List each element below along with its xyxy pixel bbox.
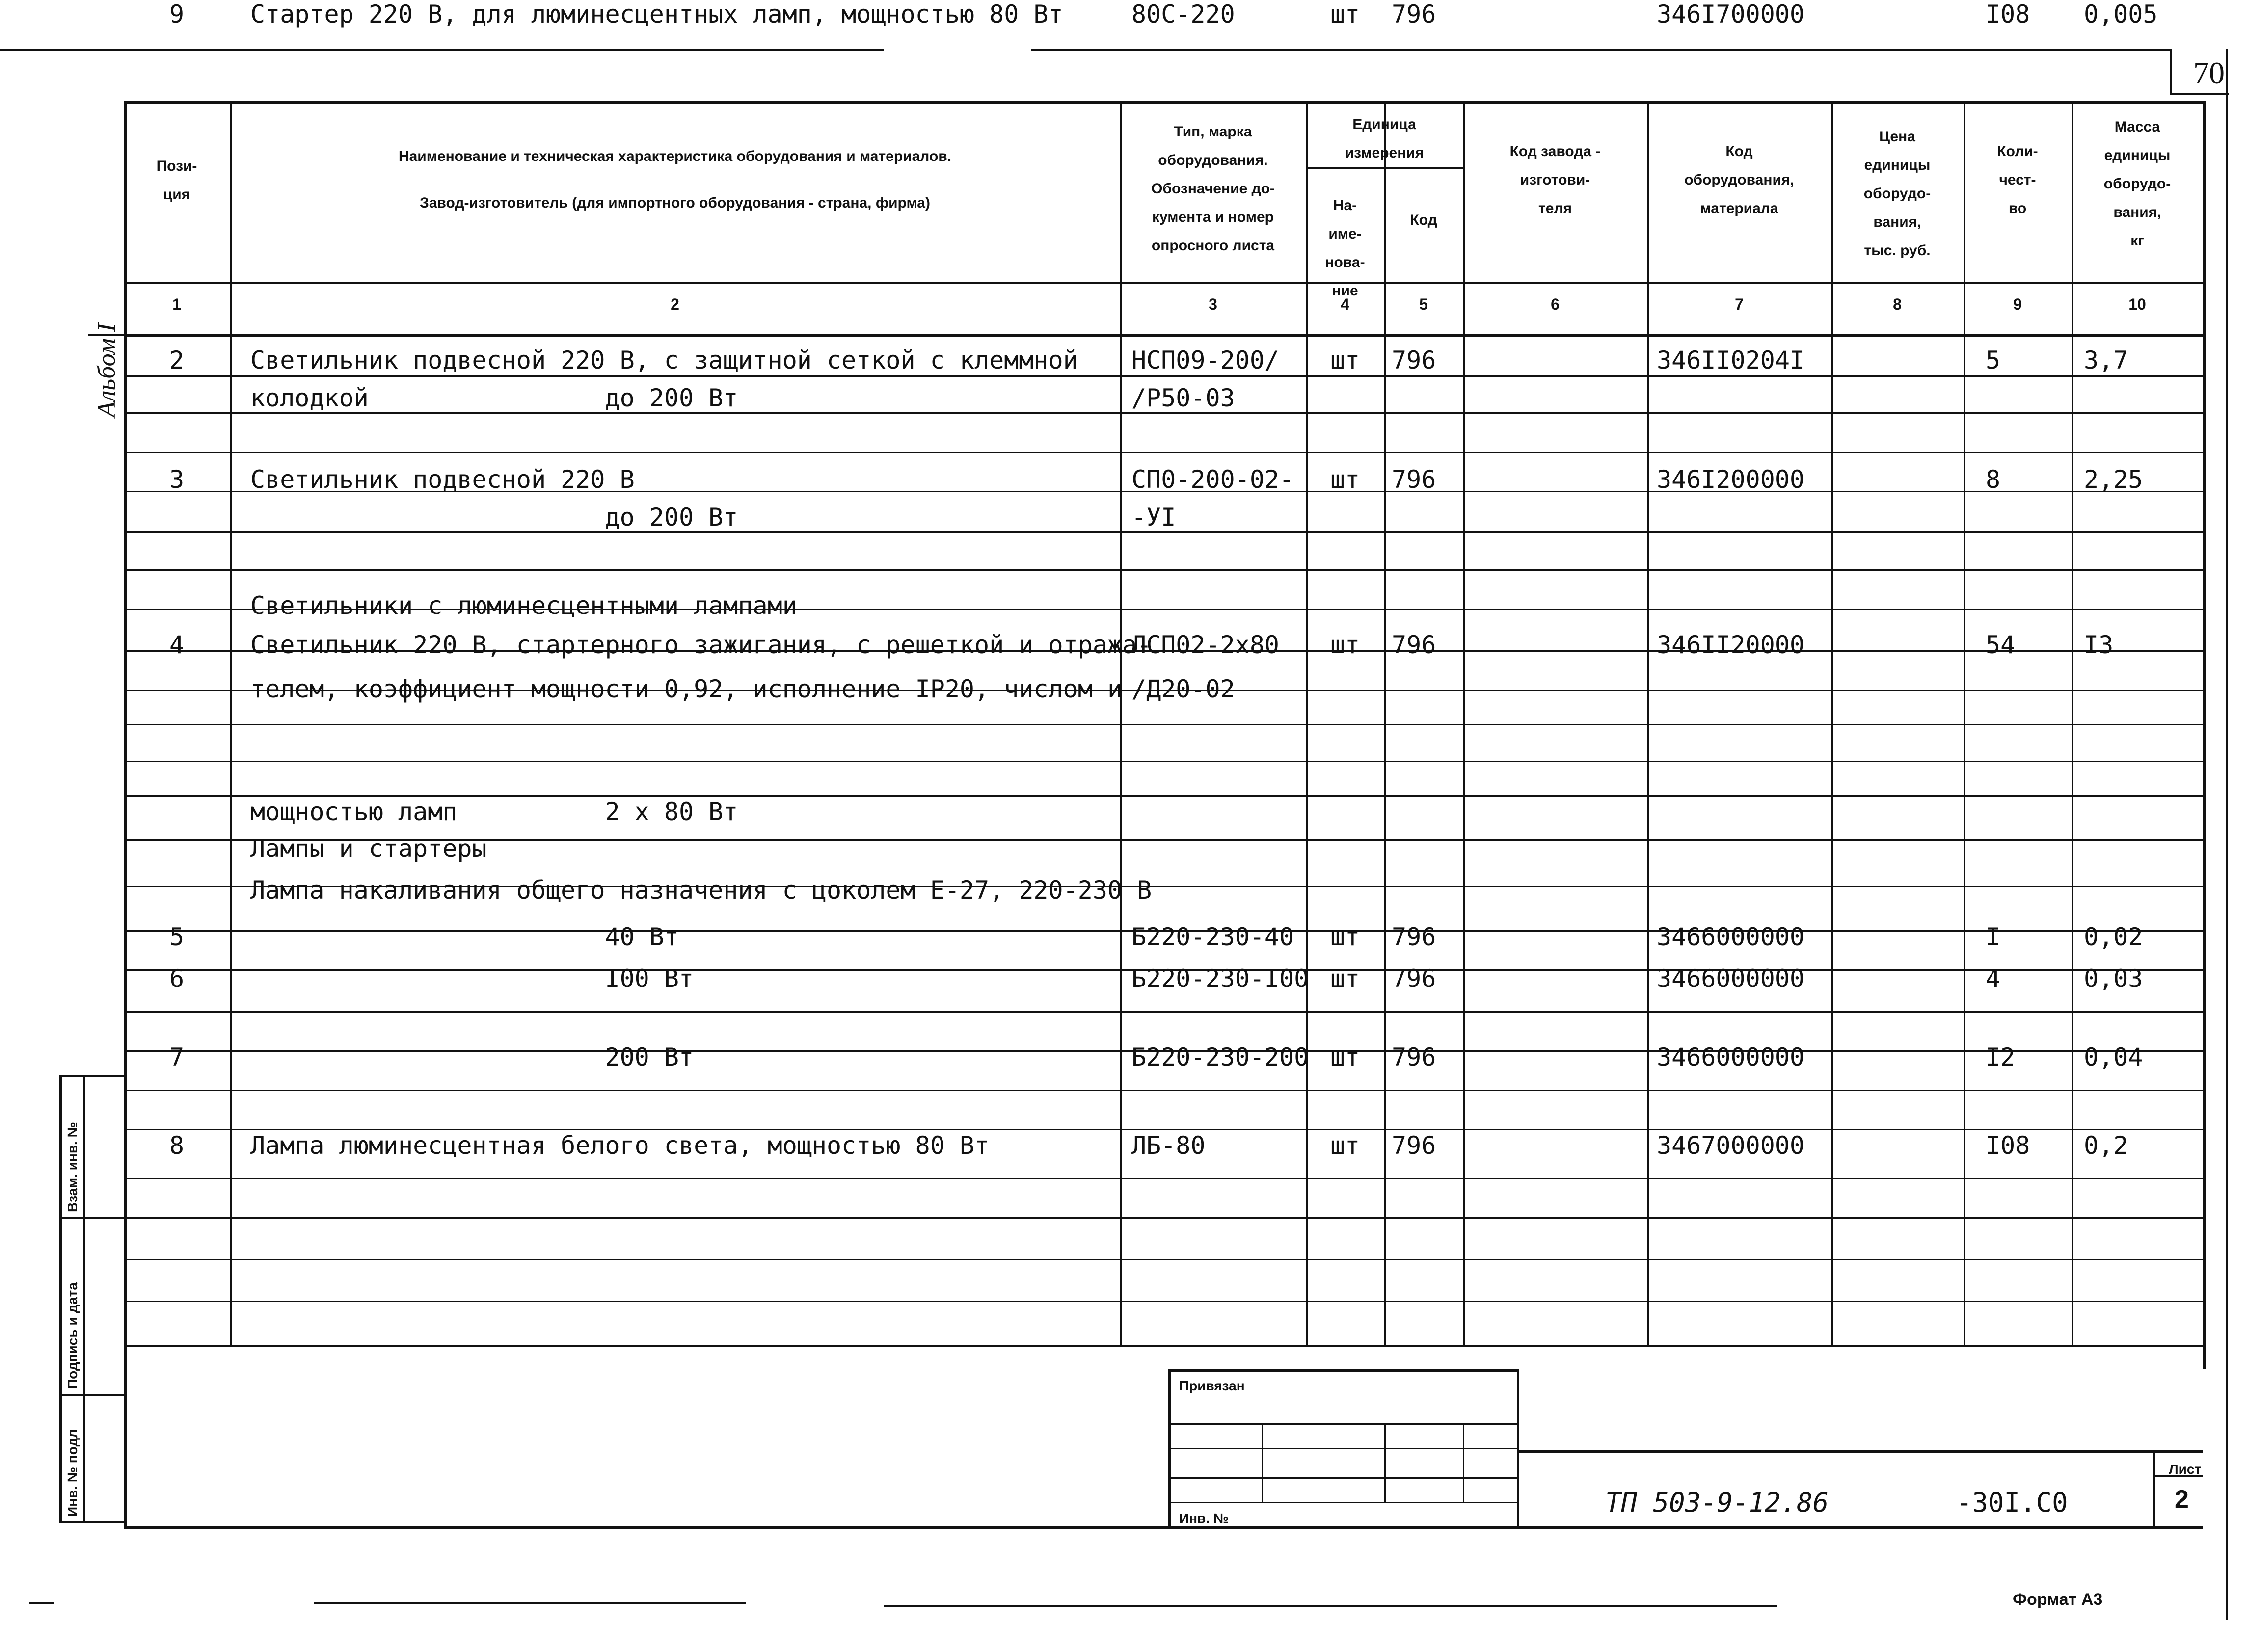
stamp-border (1517, 1369, 1519, 1526)
type-cell: Б220-230-40 (1131, 923, 1294, 951)
type-cell: /Д20-02 (1131, 675, 1235, 703)
header-cell-text: во (2008, 200, 2027, 216)
table-top-border (124, 101, 2203, 104)
item-name-cell: Лампа люминесцентная белого света, мощностью 80 Вт (250, 1131, 990, 1160)
table-row-line (124, 1129, 2203, 1130)
item-name-cell: I00 Вт (250, 964, 694, 993)
mass-cell: 0,03 (2084, 964, 2143, 993)
header-cell-text: ние (1332, 283, 1358, 299)
equipment-code-cell: 346I700000 (1657, 0, 1805, 28)
table-right-border (2203, 101, 2206, 1369)
stamp-column-line (1463, 1423, 1464, 1502)
header-cell-text: вания, (1873, 214, 1921, 230)
header-cell-text: Код (1725, 143, 1753, 160)
column-divider (1647, 101, 1649, 1345)
equipment-code-cell: 346I200000 (1657, 465, 1805, 494)
stamp-row-line (1168, 1502, 1517, 1503)
page-number-box (2170, 49, 2172, 93)
header-cell-text: Тип, марка (1174, 124, 1252, 140)
item-name-cell: мощностью ламп 2 х 80 Вт (250, 798, 738, 826)
header-cell-text: Единица (1352, 116, 1416, 133)
table-row-line (124, 375, 2203, 377)
header-cell-text: ция (163, 187, 190, 203)
unit-code-cell: 796 (1392, 1131, 1436, 1160)
header-cell-text: На- (1333, 197, 1357, 213)
header-cell-text: вания, (2113, 204, 2161, 220)
quantity-cell: I2 (1986, 1043, 2016, 1071)
equipment-code-cell: 3466000000 (1657, 1043, 1805, 1071)
mass-cell: 3,7 (2084, 346, 2128, 374)
column-divider (1463, 101, 1465, 1345)
table-row-line (124, 1259, 2203, 1260)
sheet-label: Лист (2169, 1462, 2202, 1477)
position-cell: 5 (169, 923, 185, 951)
unit-code-cell: 796 (1392, 465, 1436, 494)
bottom-dash-line (29, 1602, 54, 1604)
unit-cell: шт (1330, 1131, 1360, 1160)
right-edge-line (2226, 49, 2228, 1620)
stamp-linked-label: Привязан (1179, 1378, 1245, 1393)
sheet-number: 2 (2175, 1485, 2189, 1514)
equipment-code-cell: 346II0204I (1657, 346, 1805, 374)
column-number-label: 1 (172, 295, 181, 313)
header-cell-text: нова- (1325, 254, 1365, 270)
unit-cell: шт (1330, 631, 1360, 659)
column-divider (1831, 101, 1833, 1345)
table-row-line (124, 412, 2203, 414)
unit-code-cell: 796 (1392, 631, 1436, 659)
column-number-label: 5 (1419, 295, 1428, 313)
quantity-cell: 5 (1986, 346, 2001, 374)
quantity-cell: 4 (1986, 964, 2001, 993)
unit-code-cell: 796 (1392, 346, 1436, 374)
table-row-line (124, 1178, 2203, 1179)
header-cell-text: чест- (1999, 172, 2036, 188)
unit-cell: шт (1330, 465, 1360, 494)
item-name-cell: Стартер 220 В, для люминесцентных ламп, мощностью 80 Вт (250, 0, 1063, 28)
stamp-column-line (1384, 1423, 1386, 1502)
equipment-code-cell: 346II20000 (1657, 631, 1805, 659)
unit-cell: шт (1330, 1043, 1360, 1071)
header-cell-text: оборудования. (1158, 152, 1268, 168)
header-cell-text: оборудо- (2103, 176, 2171, 192)
header-bottom-border (124, 282, 2203, 284)
sheet-box-line (2153, 1450, 2155, 1526)
unit-cell: шт (1330, 964, 1360, 993)
top-dash-line (1031, 49, 2170, 51)
type-cell: -УI (1131, 503, 1176, 532)
table-row-line (124, 452, 2203, 453)
side-stamp-border (59, 1075, 62, 1521)
type-cell: НСП09-200/ (1131, 346, 1280, 374)
bottom-dash-line (884, 1605, 1777, 1607)
item-name-cell: Лампа накаливания общего назначения с цоколем Е-27, 220-230 В (250, 876, 1152, 905)
side-stamp-line (59, 1217, 124, 1219)
column-number-label: 2 (671, 295, 679, 313)
stamp-border (1168, 1369, 1517, 1372)
header-cell-text: единицы (2104, 147, 2171, 163)
column-divider (1964, 101, 1965, 1345)
unit-cell: шт (1330, 346, 1360, 374)
column-divider (2072, 101, 2073, 1345)
quantity-cell: 8 (1986, 465, 2001, 494)
column-number-label: 7 (1735, 295, 1744, 313)
side-stamp-line (59, 1394, 124, 1396)
unit-cell: шт (1330, 923, 1360, 951)
header-cell-text: кумента и номер (1152, 209, 1274, 225)
column-numbers-border (124, 334, 2203, 337)
unit-cell: шт (1330, 0, 1360, 28)
position-cell: 8 (169, 1131, 185, 1160)
side-stamp-label: Инв. № подл (65, 1429, 80, 1517)
header-cell-text: Коли- (1997, 143, 2038, 160)
header-cell-text: Масса (2114, 119, 2160, 135)
equipment-code-cell: 3466000000 (1657, 964, 1805, 993)
table-row-line (124, 724, 2203, 725)
position-cell: 6 (169, 964, 185, 993)
column-divider (230, 101, 232, 1345)
type-cell: /Р50-03 (1131, 384, 1235, 412)
table-row-line (124, 1301, 2203, 1302)
side-stamp-line (59, 1075, 124, 1077)
type-cell: Б220-230-I00 (1131, 964, 1309, 993)
item-name-cell: 200 Вт (250, 1043, 694, 1071)
item-name-cell: Светильник подвесной 220 В, с защитной сеткой с клеммной (250, 346, 1078, 374)
column-number-label: 9 (2013, 295, 2022, 313)
quantity-cell: I (1986, 923, 2001, 951)
table-row-line (124, 1217, 2203, 1219)
table-content-bottom (124, 1345, 2203, 1347)
unit-code-cell: 796 (1392, 1043, 1436, 1071)
header-cell-text: тыс. руб. (1864, 242, 1931, 259)
page-number: 70 (2193, 55, 2225, 90)
header-cell-text: Цена (1879, 129, 1915, 145)
quantity-cell: I08 (1986, 0, 2030, 28)
column-number-label: 6 (1551, 295, 1560, 313)
unit-code-cell: 796 (1392, 0, 1436, 28)
position-cell: 9 (169, 0, 185, 28)
bottom-dash-line (314, 1602, 746, 1604)
mass-cell: 0,2 (2084, 1131, 2128, 1160)
header-cell-text: изготови- (1520, 172, 1590, 188)
item-name-cell: Светильник 220 В, стартерного зажигания, с решеткой и отража- (250, 631, 1152, 659)
item-name-cell: телем, коэффициент мощности 0,92, исполнение IP20, числом и (250, 675, 1123, 703)
type-cell: 80С-220 (1131, 0, 1235, 28)
header-cell-text: измерения (1345, 145, 1424, 161)
type-cell: СП0-200-02- (1131, 465, 1294, 494)
position-cell: 3 (169, 465, 185, 494)
item-name-cell: Светильник подвесной 220 В (250, 465, 635, 494)
header-cell-text: оборудо- (1863, 186, 1931, 202)
type-cell: ЛБ-80 (1131, 1131, 1206, 1160)
unit-code-cell: 796 (1392, 923, 1436, 951)
position-cell: 2 (169, 346, 185, 374)
format-label: Формат А3 (2013, 1590, 2103, 1609)
item-name-cell: колодкой до 200 Вт (250, 384, 738, 412)
header-cell-text: оборудования, (1684, 172, 1794, 188)
album-label: Альбом I (93, 323, 121, 417)
item-name-cell: до 200 Вт (250, 503, 738, 532)
unit-subcolumn-divider (1384, 167, 1386, 1345)
item-name-cell: Светильники с люминесцентными лампами (250, 591, 797, 620)
column-number-label: 8 (1893, 295, 1902, 313)
side-stamp-label: Взам. инв. № (65, 1122, 80, 1212)
table-row-line (124, 795, 2203, 797)
type-cell: Б220-230-200 (1131, 1043, 1309, 1071)
top-dash-line (0, 49, 884, 51)
header-cell-text: опросного листа (1151, 238, 1275, 254)
item-name-cell: 40 Вт (250, 923, 679, 951)
unit-code-cell: 796 (1392, 964, 1436, 993)
stamp-row-line (1168, 1423, 1517, 1425)
column-divider (1120, 101, 1122, 1345)
header-cell-text: единицы (1864, 157, 1931, 173)
type-cell: ЛСП02-2х80 (1131, 631, 1280, 659)
mass-cell: 0,005 (2084, 0, 2158, 28)
document-number: ТП 503-9-12.86 (1605, 1487, 1829, 1518)
table-row-line (124, 569, 2203, 571)
quantity-cell: 54 (1986, 631, 2016, 659)
equipment-code-cell: 3467000000 (1657, 1131, 1805, 1160)
title-block-line (1517, 1450, 2203, 1453)
header-cell-text: име- (1328, 226, 1362, 242)
header-cell-text: материала (1700, 200, 1778, 216)
header-cell-text: Обозначение до- (1151, 181, 1275, 197)
mass-cell: 2,25 (2084, 465, 2143, 494)
table-row-line (124, 1011, 2203, 1013)
side-stamp-border (83, 1075, 85, 1521)
table-row-line (124, 761, 2203, 762)
header-cell-text: Код завода - (1509, 143, 1601, 160)
page-number-box (2170, 93, 2229, 95)
column-number-label: 3 (1209, 295, 1217, 313)
equipment-code-cell: 3466000000 (1657, 923, 1805, 951)
header-cell-text: теля (1538, 200, 1572, 216)
mass-cell: 0,02 (2084, 923, 2143, 951)
side-stamp-label: Подпись и дата (65, 1282, 80, 1389)
header-cell-text: Наименование и техническая характеристика оборудования и материалов. (398, 148, 952, 164)
stamp-row-line (1168, 1448, 1517, 1449)
mass-cell: 0,04 (2084, 1043, 2143, 1071)
position-cell: 4 (169, 631, 185, 659)
header-cell-text: Завод-изготовитель (для импортного оборудования - страна, фирма) (420, 195, 930, 211)
column-number-label: 10 (2128, 295, 2146, 313)
header-cell-text: Код (1410, 212, 1437, 228)
column-number-label: 4 (1341, 295, 1349, 313)
stamp-column-line (1262, 1423, 1263, 1502)
header-cell-text: кг (2130, 233, 2144, 249)
mass-cell: I3 (2084, 631, 2114, 659)
header-cell-text: Пози- (156, 158, 197, 174)
side-stamp-line (59, 1521, 124, 1523)
position-cell: 7 (169, 1043, 185, 1071)
quantity-cell: I08 (1986, 1131, 2030, 1160)
table-bottom-border (124, 1526, 2203, 1529)
item-name-cell: Лампы и стартеры (250, 834, 487, 863)
table-row-line (124, 1090, 2203, 1091)
document-suffix: -30I.С0 (1956, 1487, 2068, 1518)
stamp-inv-label: Инв. № (1179, 1511, 1229, 1526)
stamp-row-line (1168, 1477, 1517, 1479)
